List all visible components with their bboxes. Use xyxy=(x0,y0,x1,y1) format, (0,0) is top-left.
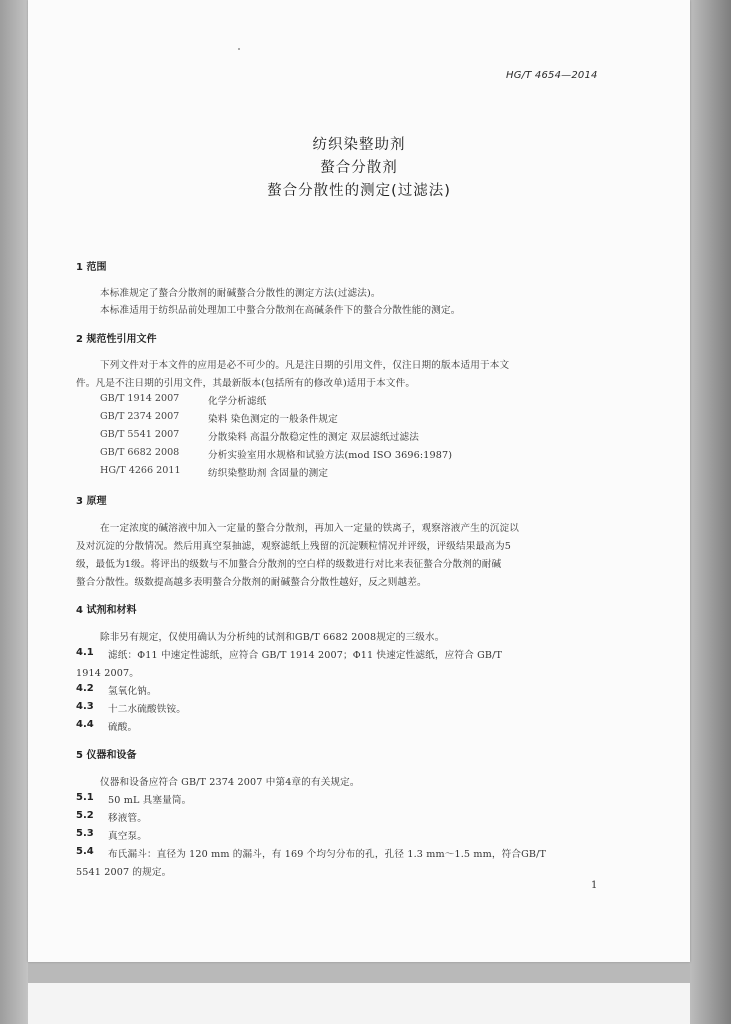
clause-text: 移液管。 xyxy=(108,813,147,824)
section-heading-normative-references: 2 规范性引用文件 xyxy=(76,334,157,345)
title-line-2: 螯合分散剂 xyxy=(320,160,398,176)
paragraph-line: 级，最低为1级。将评出的级数与不加螯合分散剂的空白样的级数进行对比来表征螯合分散剂的耐碱 xyxy=(76,559,502,570)
title-line-1: 纺织染整助剂 xyxy=(312,137,406,153)
clause-number: 4.3 xyxy=(76,701,94,712)
paragraph: 本标准规定了螯合分散剂的耐碱螯合分散性的测定方法(过滤法)。 xyxy=(100,288,381,299)
viewer-edge-left xyxy=(0,0,28,1024)
viewer-edge-right xyxy=(690,0,731,1024)
clause-text: 布氏漏斗：直径为 120 mm 的漏斗，有 169 个均匀分布的孔，孔径 1.3 mm～1.5 mm，符合GB/T xyxy=(108,849,547,860)
reference-title: 纺织染整助剂 含固量的测定 xyxy=(208,468,329,479)
reference-code: GB/T 5541 2007 xyxy=(100,429,180,440)
section-heading-apparatus: 5 仪器和设备 xyxy=(76,750,137,761)
paragraph: 件。凡是不注日期的引用文件，其最新版本(包括所有的修改单)适用于本文件。 xyxy=(76,378,416,389)
clause-text: 十二水硫酸铁铵。 xyxy=(108,704,186,715)
reference-title: 分析实验室用水规格和试验方法(mod ISO 3696:1987) xyxy=(208,450,453,461)
clause-number: 4.1 xyxy=(76,647,94,658)
reference-title: 分散染料 高温分散稳定性的测定 双层滤纸过滤法 xyxy=(208,432,420,443)
paragraph: 本标准适用于纺织品前处理加工中螯合分散剂在高碱条件下的螯合分散性能的测定。 xyxy=(100,305,461,316)
paragraph: 仪器和设备应符合 GB/T 2374 2007 中第4章的有关规定。 xyxy=(100,777,360,788)
reference-code: GB/T 6682 2008 xyxy=(100,447,180,458)
clause-number: 5.3 xyxy=(76,828,94,839)
clause-text: 5541 2007 的规定。 xyxy=(76,867,172,878)
section-heading-reagents: 4 试剂和材料 xyxy=(76,605,137,616)
reference-code: GB/T 1914 2007 xyxy=(100,393,180,404)
reference-title: 染料 染色测定的一般条件规定 xyxy=(208,414,338,425)
clause-text: 氢氧化钠。 xyxy=(108,686,157,697)
paragraph-line: 及对沉淀的分散情况。然后用真空泵抽滤，观察滤纸上残留的沉淀颗粒情况并评级，评级结果最高为5 xyxy=(76,541,511,552)
reference-title: 化学分析滤纸 xyxy=(208,396,267,407)
clause-number: 5.4 xyxy=(76,846,94,857)
reference-code: HG/T 4266 2011 xyxy=(100,465,181,476)
paragraph: 下列文件对于本文件的应用是必不可少的。凡是注日期的引用文件，仅注日期的版本适用于本文 xyxy=(100,360,510,371)
title-line-3: 螯合分散性的测定(过滤法) xyxy=(267,183,451,199)
scan-speck xyxy=(238,48,240,50)
clause-number: 4.4 xyxy=(76,719,94,730)
next-document-page xyxy=(28,983,690,1024)
reference-code: GB/T 2374 2007 xyxy=(100,411,180,422)
section-heading-principle: 3 原理 xyxy=(76,496,107,507)
paragraph-line: 螯合分散性。级数提高越多表明螯合分散剂的耐碱螯合分散性越好，反之则越差。 xyxy=(76,577,427,588)
standard-code: HG/T 4654—2014 xyxy=(506,70,598,81)
page-number: 1 xyxy=(591,880,598,891)
clause-number: 5.1 xyxy=(76,792,94,803)
clause-number: 5.2 xyxy=(76,810,94,821)
clause-text: 真空泵。 xyxy=(108,831,147,842)
section-heading-scope: 1 范围 xyxy=(76,262,107,273)
clause-text: 50 mL 具塞量筒。 xyxy=(108,795,192,806)
paragraph: 除非另有规定，仅使用确认为分析纯的试剂和GB/T 6682 2008规定的三级水。 xyxy=(100,632,445,643)
clause-text: 硫酸。 xyxy=(108,722,138,733)
clause-number: 4.2 xyxy=(76,683,94,694)
document-page xyxy=(28,0,690,962)
clause-text: 1914 2007。 xyxy=(76,668,139,679)
paragraph-line: 在一定浓度的碱溶液中加入一定量的螯合分散剂，再加入一定量的铁离子，观察溶液产生的沉淀以 xyxy=(100,523,519,534)
clause-text: 滤纸：Φ11 中速定性滤纸，应符合 GB/T 1914 2007；Φ11 快速定性滤纸，应符合 GB/T xyxy=(108,650,503,661)
